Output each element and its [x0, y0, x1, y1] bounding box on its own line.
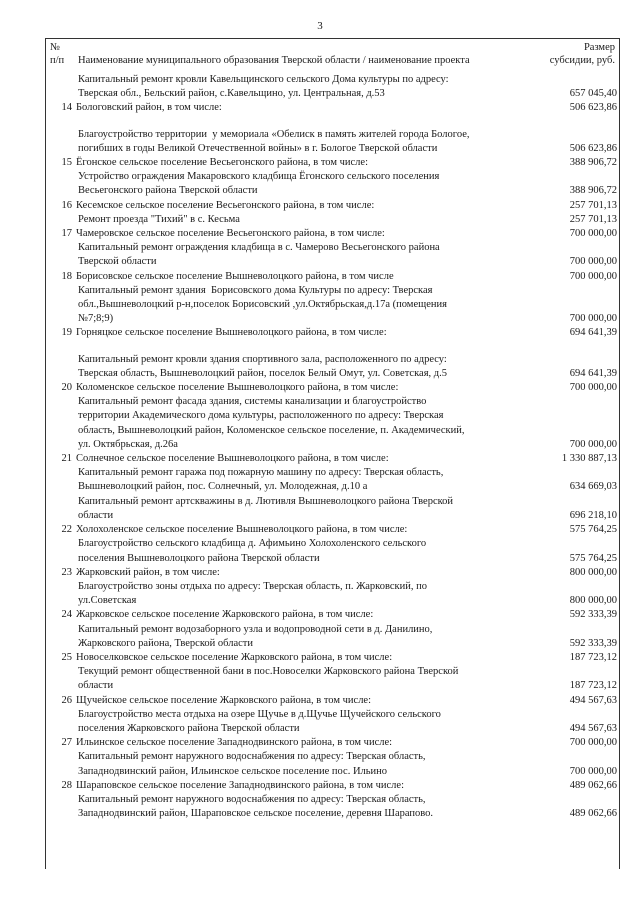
- table-header: [46, 39, 619, 73]
- row-name: [74, 623, 533, 651]
- row-name-line: Тверской области: [78, 256, 157, 268]
- row-name: [74, 694, 533, 708]
- row-spacer: [46, 341, 619, 353]
- row-amount: 700 000,00: [569, 256, 617, 268]
- row-name: [74, 779, 533, 793]
- row-name-line: Жарковский район, в том числе:: [76, 566, 220, 578]
- row-name: [74, 466, 533, 494]
- row-name-line: Благоустройство зоны отдыха по адресу: Тверская область, п. Жарковский, по: [78, 580, 427, 592]
- municipality-row: [46, 452, 619, 466]
- row-amount: 388 906,72: [569, 157, 617, 169]
- row-name-line: Жарковское сельское поселение Жарковского района, в том числе:: [76, 609, 374, 621]
- project-row: [46, 128, 619, 156]
- header-amount-column: [535, 41, 615, 67]
- row-number: 17: [61, 228, 72, 240]
- row-name-line: Западнодвинский район, Шараповское сельское поселение, деревня Шарапово.: [78, 808, 434, 820]
- row-name: [74, 566, 533, 580]
- project-row: [46, 623, 619, 651]
- row-number: 14: [61, 102, 72, 114]
- row-name-line: Весьегонского района Тверской области: [78, 185, 258, 197]
- row-amount: 657 045,40: [569, 88, 617, 100]
- municipality-row: [46, 779, 619, 793]
- row-name: [74, 326, 533, 340]
- row-name: [74, 284, 533, 327]
- row-name-line: Солнечное сельское поселение Вышневолоцкого района, в том числе:: [76, 453, 389, 465]
- row-amount: 489 062,66: [569, 779, 617, 791]
- row-name-line: Горняцкое сельское поселение Вышневолоцкого района, в том числе:: [76, 327, 387, 339]
- row-name-line: Тверская область, Вышневолоцкий район, поселок Белый Омут, ул. Советская, д.5: [78, 367, 447, 379]
- row-name-line: Тверская обл., Бельский район, с.Кавельщино, ул. Центральная, д.53: [78, 88, 385, 100]
- row-spacer: [46, 116, 619, 128]
- row-name-line: Капитальный ремонт артскважины в д. Лютивля Вышневолоцкого района Тверской: [78, 495, 454, 507]
- subsidy-table: [45, 38, 620, 869]
- row-name-line: Капитальный ремонт наружного водоснабжения по адресу: Тверская область,: [78, 751, 426, 763]
- municipality-row: [46, 156, 619, 170]
- row-name-line: Капитальный ремонт фасада здания, системы канализации и благоустройство: [78, 396, 427, 408]
- project-row: [46, 241, 619, 269]
- row-name: [74, 736, 533, 750]
- row-name-line: территории Академического дома культуры, расположенного по адресу: Тверская: [78, 410, 444, 422]
- header-number-line1: №: [50, 42, 61, 53]
- row-name-line: Шараповское сельское поселение Западнодвинского района, в том числе:: [76, 779, 405, 791]
- row-name-line: Чамеровское сельское поселение Весьегонского района, в том числе:: [76, 228, 385, 240]
- project-row: [46, 466, 619, 494]
- header-name-column: Наименование муниципального образования Тверской области / наименование проекта: [78, 55, 470, 66]
- row-name: [74, 213, 533, 227]
- row-number: 28: [61, 779, 72, 791]
- row-name: [74, 708, 533, 736]
- project-row: [46, 580, 619, 608]
- row-name-line: Благоустройство территории у мемориала «Обелиск в память жителей города Бологое,: [78, 128, 470, 140]
- row-name-line: области: [78, 509, 114, 521]
- row-amount: 700 000,00: [569, 382, 617, 394]
- row-amount: 694 641,39: [569, 367, 617, 379]
- row-name-line: ул. Октябрьская, д.26а: [78, 438, 178, 450]
- row-number: 20: [61, 382, 72, 394]
- row-name: [74, 651, 533, 665]
- row-number: 27: [61, 737, 72, 749]
- row-name: [74, 381, 533, 395]
- row-amount: 800 000,00: [569, 595, 617, 607]
- municipality-row: [46, 270, 619, 284]
- row-name-line: Капитальный ремонт здания Борисовского дома Культуры по адресу: Тверская: [78, 284, 433, 296]
- row-name-line: области: [78, 680, 114, 692]
- municipality-row: [46, 101, 619, 115]
- row-amount: 700 000,00: [569, 313, 617, 325]
- row-number: 15: [61, 157, 72, 169]
- header-amount-line1: Размер: [583, 42, 615, 53]
- row-amount: 800 000,00: [569, 566, 617, 578]
- project-row: [46, 353, 619, 381]
- municipality-row: [46, 736, 619, 750]
- row-amount: 694 641,39: [569, 327, 617, 339]
- row-amount: 489 062,66: [569, 808, 617, 820]
- row-name: [74, 750, 533, 778]
- row-name-line: Устройство ограждения Макаровского кладбища Ёгонского сельского поселения: [78, 171, 440, 183]
- row-name-line: погибших в годы Великой Отечественной войны» в г. Бологое Тверской области: [78, 142, 438, 154]
- row-amount: 700 000,00: [569, 228, 617, 240]
- project-row: [46, 750, 619, 778]
- row-name: [74, 452, 533, 466]
- row-name-line: обл.,Вышневолоцкий р-н,поселок Борисовский ,ул.Октябрьская,д.17а (помещения: [78, 299, 447, 311]
- municipality-row: [46, 694, 619, 708]
- project-row: [46, 73, 619, 101]
- page-number: 3: [317, 20, 323, 32]
- row-amount: 506 623,86: [569, 102, 617, 114]
- row-amount: 700 000,00: [569, 270, 617, 282]
- row-amount: 575 764,25: [569, 524, 617, 536]
- municipality-row: [46, 566, 619, 580]
- row-name-line: Капитальный ремонт гаража под пожарную машину по адресу: Тверская область,: [78, 467, 444, 479]
- row-name-line: Коломенское сельское поселение Вышневолоцкого района, в том числе:: [76, 382, 399, 394]
- row-name: [74, 523, 533, 537]
- row-name-line: Капитальный ремонт наружного водоснабжения по адресу: Тверская область,: [78, 793, 426, 805]
- row-name: [74, 241, 533, 269]
- row-name-line: поселения Вышневолоцкого района Тверской области: [78, 552, 320, 564]
- project-row: [46, 495, 619, 523]
- row-name-line: Жарковского района, Тверской области: [78, 637, 253, 649]
- row-amount: 187 723,12: [569, 680, 617, 692]
- row-name: [74, 73, 533, 101]
- row-name: [74, 227, 533, 241]
- row-amount: 1 330 887,13: [561, 453, 617, 465]
- row-amount: 506 623,86: [569, 142, 617, 154]
- project-row: [46, 284, 619, 327]
- municipality-row: [46, 381, 619, 395]
- row-amount: 700 000,00: [569, 438, 617, 450]
- row-amount: 388 906,72: [569, 185, 617, 197]
- project-row: [46, 395, 619, 452]
- row-amount: 494 567,63: [569, 694, 617, 706]
- row-name-line: Капитальный ремонт ограждения кладбища в с. Чамерово Весьегонского района: [78, 242, 440, 254]
- row-name: [74, 608, 533, 622]
- row-name: [74, 128, 533, 156]
- project-row: [46, 537, 619, 565]
- row-name-line: №7;8;9): [78, 313, 114, 325]
- row-number: 18: [61, 270, 72, 282]
- row-name-line: Кесемское сельское поселение Весьегонского района, в том числе:: [76, 199, 375, 211]
- row-name: [74, 353, 533, 381]
- header-number-line2: п/п: [50, 55, 65, 66]
- row-number: 25: [61, 651, 72, 663]
- row-name-line: Капитальный ремонт кровли Кавельщинского сельского Дома культуры по адресу:: [78, 74, 449, 85]
- row-name-line: Холохоленское сельское поселение Вышневолоцкого района, в том числе:: [76, 524, 408, 536]
- row-amount: 187 723,12: [569, 651, 617, 663]
- row-amount: 700 000,00: [569, 765, 617, 777]
- row-name-line: поселения Жарковского района Тверской области: [78, 722, 300, 734]
- project-row: [46, 213, 619, 227]
- row-name: [74, 170, 533, 198]
- municipality-row: [46, 651, 619, 665]
- row-number: 22: [61, 524, 72, 536]
- row-number: 16: [61, 199, 72, 211]
- project-row: [46, 708, 619, 736]
- municipality-row: [46, 227, 619, 241]
- header-number-column: [50, 41, 72, 67]
- row-name-line: Бологовский район, в том числе:: [76, 102, 222, 114]
- row-amount: 592 333,39: [569, 637, 617, 649]
- row-name: [74, 793, 533, 821]
- row-amount: 575 764,25: [569, 552, 617, 564]
- row-amount: 700 000,00: [569, 737, 617, 749]
- row-name-line: ул.Советская: [78, 595, 137, 607]
- row-name-line: область, Вышневолоцкий район, Коломенское сельское поселение, п. Академический,: [78, 424, 465, 436]
- project-row: [46, 793, 619, 821]
- row-amount: 696 218,10: [569, 509, 617, 521]
- row-name-line: Щучейское сельское поселение Жарковского района, в том числе:: [76, 694, 372, 706]
- row-name: [74, 395, 533, 452]
- row-name: [74, 580, 533, 608]
- row-number: 19: [61, 327, 72, 339]
- row-number: 23: [61, 566, 72, 578]
- row-name-line: Ремонт проезда "Тихий" в с. Кесьма: [78, 213, 240, 225]
- project-row: [46, 170, 619, 198]
- row-name: [74, 101, 533, 115]
- row-number: 26: [61, 694, 72, 706]
- table-body: [46, 73, 619, 821]
- row-name-line: Благоустройство места отдыха на озере Щучье в д.Щучье Щучейского сельского: [78, 708, 441, 720]
- municipality-row: [46, 608, 619, 622]
- header-amount-line2: субсидии, руб.: [549, 55, 615, 66]
- row-name: [74, 537, 533, 565]
- row-name-line: Западнодвинский район, Ильинское сельское поселение пос. Ильино: [78, 765, 388, 777]
- row-name: [74, 199, 533, 213]
- row-name-line: Благоустройство сельского кладбища д. Афимьино Холохоленского сельского: [78, 538, 427, 550]
- row-name-line: Борисовское сельское поселение Вышневолоцкого района, в том числе: [76, 270, 394, 282]
- row-name-line: Новоселковское сельское поселение Жарковского района, в том числе:: [76, 651, 393, 663]
- municipality-row: [46, 199, 619, 213]
- project-row: [46, 665, 619, 693]
- row-amount: 592 333,39: [569, 609, 617, 621]
- municipality-row: [46, 326, 619, 340]
- row-amount: 257 701,13: [569, 199, 617, 211]
- row-name: [74, 495, 533, 523]
- row-amount: 634 669,03: [569, 481, 617, 493]
- row-name: [74, 156, 533, 170]
- row-name: [74, 665, 533, 693]
- row-name-line: Текущий ремонт общественной бани в пос.Новоселки Жарковского района Тверской: [78, 666, 459, 678]
- row-name-line: Капитальный ремонт кровли здания спортивного зала, расположенного по адресу:: [78, 353, 447, 365]
- row-name: [74, 270, 533, 284]
- row-amount: 494 567,63: [569, 722, 617, 734]
- row-name-line: Капитальный ремонт водозаборного узла и водопроводной сети в д. Данилино,: [78, 623, 433, 635]
- row-name-line: Ёгонское сельское поселение Весьегонского района, в том числе:: [76, 157, 368, 169]
- municipality-row: [46, 523, 619, 537]
- row-number: 24: [61, 609, 72, 621]
- row-name-line: Ильинское сельское поселение Западнодвинского района, в том числе:: [76, 737, 393, 749]
- row-number: 21: [61, 453, 72, 465]
- row-name-line: Вышневолоцкий район, пос. Солнечный, ул. Молодежная, д.10 а: [78, 481, 368, 493]
- row-amount: 257 701,13: [569, 213, 617, 225]
